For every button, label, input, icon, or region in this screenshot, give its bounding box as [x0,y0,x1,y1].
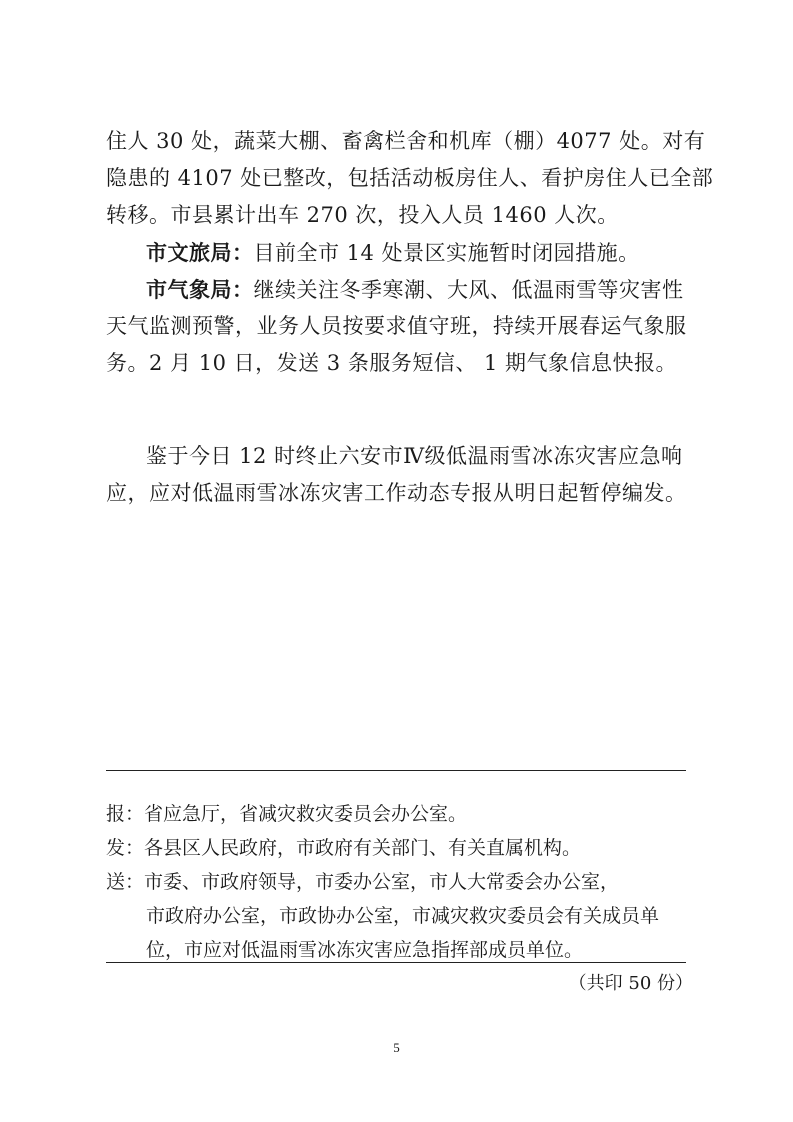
deliver-to-line: 送：市委、市政府领导，市委办公室，市人大常委会办公室， [106,871,620,893]
body-line: 隐患的 4107 处已整改，包括活动板房住人、看护房住人已全部 [106,166,714,190]
send-to-line: 发：各县区人民政府，市政府有关部门、有关直属机构。 [106,837,582,859]
culture-tourism-label: 市文旅局： [146,240,254,265]
deliver-to-line: 市政府办公室，市政协办公室，市减灾救灾委员会有关成员单 [146,905,660,927]
print-copies: （共印 50 份） [568,973,693,994]
culture-tourism-paragraph [106,234,688,271]
divider-bottom [106,962,686,963]
closing-line: 应，应对低温雨雪冰冻灾害工作动态专报从明日起暂停编发。 [106,481,687,505]
body-line: 天气监测预警，业务人员按要求值守班，持续开展春运气象服 [106,314,687,338]
divider-top [106,770,686,771]
report-body [106,123,714,382]
report-to-line: 报：省应急厅，省减灾救灾委员会办公室。 [106,803,468,825]
deliver-to-line: 位，市应对低温雨雪冰冻灾害应急指挥部成员单位。 [146,939,584,961]
body-line: 住人 30 处，蔬菜大棚、畜禽栏舍和机库（棚）4077 处。对有 [106,129,706,153]
distribution-list [106,797,696,967]
closing-paragraph [106,438,688,512]
page-number: 5 [393,1040,400,1055]
meteorology-paragraph [106,271,688,308]
closing-line: 鉴于今日 12 时终止六安市Ⅳ级低温雨雪冰冻灾害应急响 [146,444,683,468]
meteorology-label: 市气象局： [146,277,254,302]
body-line: 务。2 月 10 日，发送 3 条服务短信、 1 期气象信息快报。 [106,351,678,375]
culture-tourism-text: 目前全市 14 处景区实施暂时闭园措施。 [253,241,640,265]
body-line: 转移。市县累计出车 270 次，投入人员 1460 人次。 [106,203,619,227]
meteorology-text: 继续关注冬季寒潮、大风、低温雨雪等灾害性 [253,278,684,302]
